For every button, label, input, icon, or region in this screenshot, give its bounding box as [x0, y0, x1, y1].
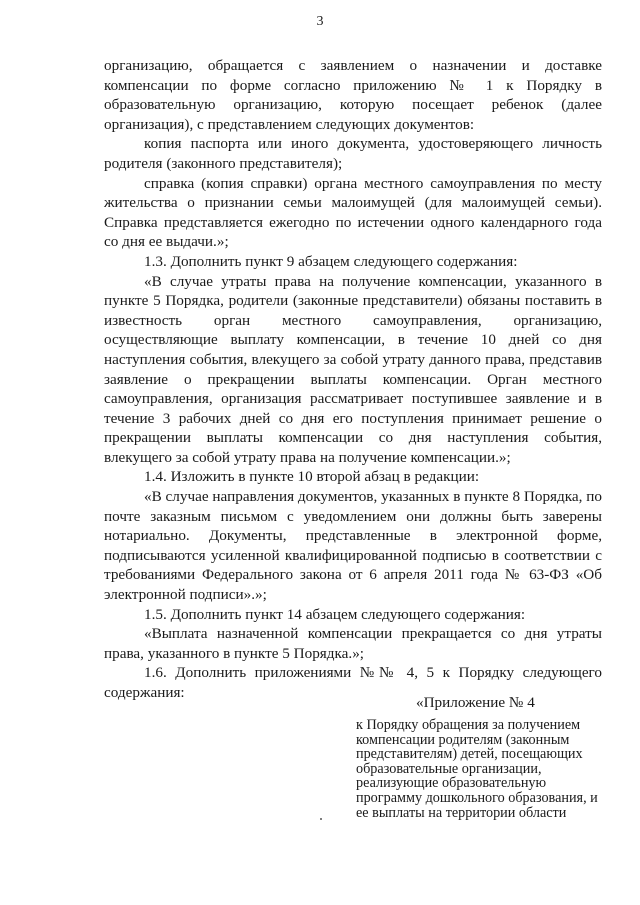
paragraph-low-income-certificate: справка (копия справки) органа местного самоуправления по месту жительства о признании семьи малоимущей (для малоимущей семьи). Справка представляется ежегодно по истечении одного календарного года со дня ее выдачи.»; [104, 174, 602, 251]
scan-speck [320, 818, 322, 820]
paragraph-item-1-5: 1.5. Дополнить пункт 14 абзацем следующего содержания: [144, 605, 526, 623]
appendix-block [356, 693, 606, 820]
paragraph-item-1-3: 1.3. Дополнить пункт 9 абзацем следующего содержания: [144, 252, 518, 270]
paragraph-application-intro: организацию, обращается с заявлением о назначении и доставке компенсации по форме согласно приложению № 1 к Порядку в образовательную организацию, которую посещает ребенок (далее организация), с представлением следующих документов: [104, 57, 602, 133]
paragraph-passport-copy: копия паспорта или иного документа, удостоверяющего личность родителя (законного представителя); [104, 135, 602, 172]
paragraph-payment-termination: «Выплата назначенной компенсации прекращается со дня утраты права, указанного в пункте 5 Порядка.»; [104, 625, 602, 662]
appendix-description: к Порядку обращения за получением компенсации родителям (законным представителям) детей, посещающих образовательные организации, реализующие образовательную программу дошкольного образования, и ее выплаты на территории области [356, 717, 598, 821]
paragraph-item-1-6: 1.6. Дополнить приложениями №№ 4, 5 к Порядку следующего содержания: [104, 664, 602, 701]
paragraph-loss-of-right: «В случае утраты права на получение компенсации, указанного в пункте 5 Порядка, родители (законные представители) обязаны поставить в известность орган местного самоуправления, организацию, осуществляющие выплату компенсации, в течение 10 дней со дня наступления события, влекущего за собой утрату данного права, представив заявление о прекращении выплаты компенсации. Орган местного самоуправления, организация рассматривает поступившее заявление и в течение 3 рабочих дней со дня его поступления принимает решение о прекращении выплаты компенсации со дня наступления события, влекущего за собой утрату права на получение компенсации.»; [104, 272, 602, 466]
page-number: 3 [316, 14, 324, 29]
paragraph-item-1-4: 1.4. Изложить в пункте 10 второй абзац в редакции: [144, 468, 480, 486]
document-body [104, 56, 602, 703]
paragraph-postal-documents: «В случае направления документов, указанных в пункте 8 Порядка, по почте заказным письмом с уведомлением они должны быть заверены нотариально. Документы, представленные в электронной форме, подписываются усиленной квалифицированной подписью в соответствии с требованиями Федерального закона от 6 апреля 2011 года № 63-ФЗ «Об электронной подписи».»; [104, 488, 602, 604]
appendix-title: «Приложение № 4 [416, 694, 535, 711]
